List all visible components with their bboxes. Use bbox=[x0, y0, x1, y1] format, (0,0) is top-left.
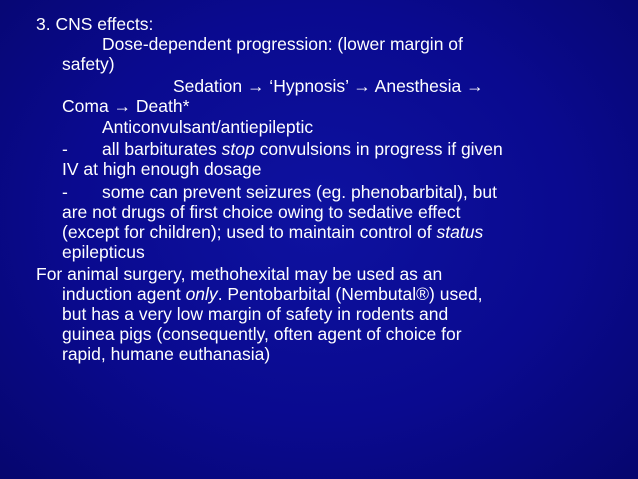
dose-line-2: safety) bbox=[62, 54, 115, 74]
bullet-1-line-1 bbox=[102, 140, 503, 160]
bullet-2-line-1: some can prevent seizures (eg. phenobarbital), but bbox=[102, 182, 497, 202]
animal-line-5: rapid, humane euthanasia) bbox=[62, 344, 271, 364]
bullet-1-text-b: convulsions in progress if given bbox=[254, 139, 503, 159]
progression-line-2: Coma → Death* bbox=[62, 96, 190, 116]
bullet-2-line-3 bbox=[62, 223, 483, 243]
progression-line-1: Sedation → ‘Hypnosis’ → Anesthesia → bbox=[173, 76, 484, 96]
animal-emphasis: only bbox=[185, 284, 218, 304]
animal-line-3: but has a very low margin of safety in rodents and bbox=[62, 304, 449, 324]
animal-text-b: . Pentobarbital (Nembutal®) used, bbox=[217, 284, 483, 304]
bullet-2-text-a: (except for children); used to maintain control of bbox=[62, 222, 437, 242]
bullet-1-emphasis: stop bbox=[221, 139, 255, 159]
anticonvulsant-line: Anticonvulsant/antiepileptic bbox=[102, 117, 314, 137]
dose-line-1: Dose-dependent progression: (lower margin of bbox=[102, 34, 463, 54]
bullet-1-text-a: all barbiturates bbox=[102, 139, 222, 159]
bullet-1-line-2: IV at high enough dosage bbox=[62, 159, 262, 179]
bullet-1-dash: - bbox=[62, 139, 68, 159]
bullet-2-emphasis-a: status bbox=[436, 222, 484, 242]
bullet-2-line-4: epilepticus bbox=[62, 242, 145, 262]
animal-line-4: guinea pigs (consequently, often agent of choice for bbox=[62, 324, 462, 344]
animal-text-a: induction agent bbox=[62, 284, 186, 304]
bullet-2-line-2: are not drugs of first choice owing to sedative effect bbox=[62, 202, 461, 222]
animal-line-1: For animal surgery, methohexital may be used as an bbox=[36, 264, 443, 284]
animal-line-2 bbox=[62, 285, 483, 305]
bullet-2-dash: - bbox=[62, 182, 68, 202]
section-heading: 3. CNS effects: bbox=[36, 14, 154, 34]
